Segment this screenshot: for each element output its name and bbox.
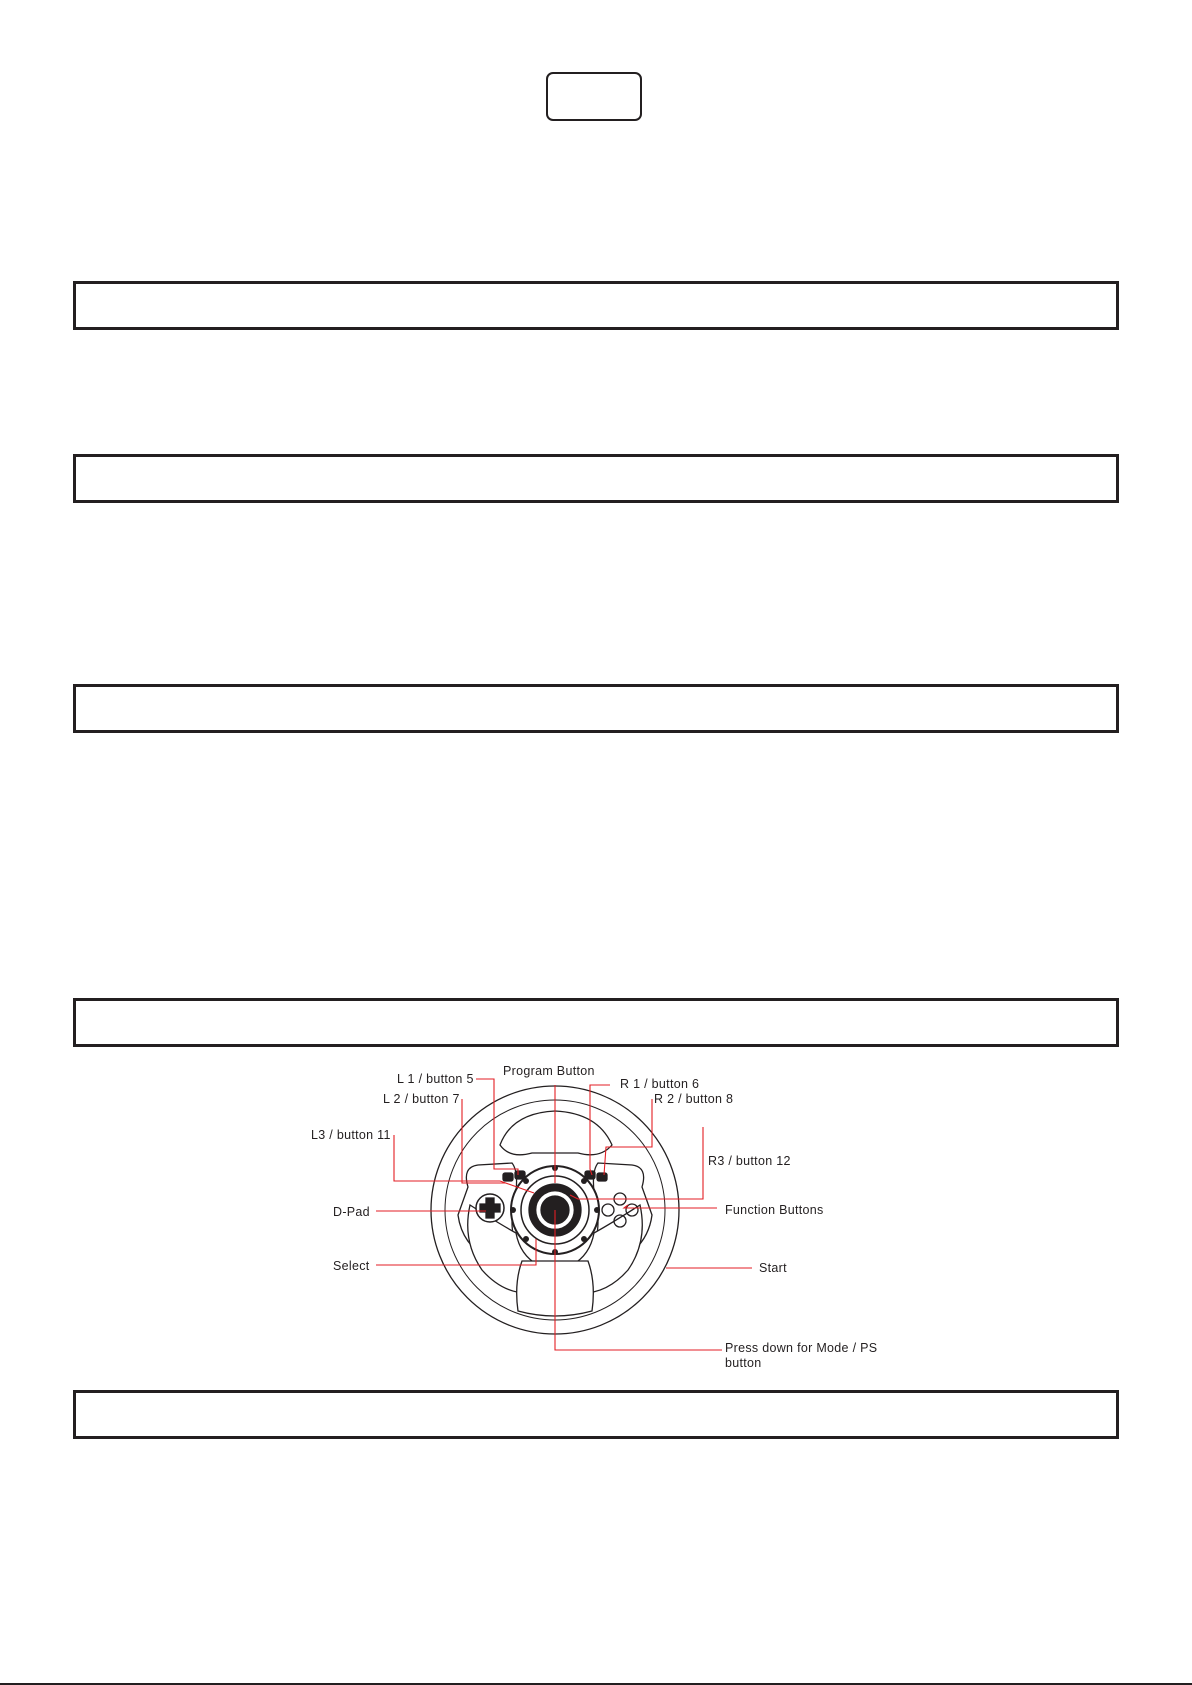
l2-button-icon — [503, 1173, 513, 1181]
label-r2: R 2 / button 8 — [654, 1092, 734, 1106]
section-heading-bar — [73, 281, 1119, 330]
label-r3: R3 / button 12 — [708, 1154, 791, 1168]
label-function-buttons: Function Buttons — [725, 1203, 824, 1217]
r1-button-icon — [585, 1171, 595, 1179]
label-dpad: D-Pad — [333, 1205, 370, 1219]
r2-button-icon — [597, 1173, 607, 1181]
section-heading-bar — [73, 684, 1119, 733]
label-l1: L 1 / button 5 — [397, 1072, 474, 1086]
label-select: Select — [333, 1259, 370, 1273]
l1-button-icon — [515, 1171, 525, 1179]
steering-wheel-diagram — [0, 1055, 1192, 1380]
label-r1: R 1 / button 6 — [620, 1077, 700, 1091]
section-heading-bar — [73, 1390, 1119, 1439]
wheel-top-grip — [500, 1111, 612, 1155]
section-heading-bar — [73, 998, 1119, 1047]
label-l2: L 2 / button 7 — [383, 1092, 460, 1106]
language-badge — [546, 72, 642, 121]
label-start: Start — [759, 1261, 787, 1275]
label-program-button: Program Button — [503, 1064, 595, 1078]
section-heading-bar — [73, 454, 1119, 503]
label-mode-line1: Press down for Mode / PS — [725, 1341, 878, 1355]
label-mode-line2: button — [725, 1356, 762, 1370]
label-l3: L3 / button 11 — [311, 1128, 391, 1142]
